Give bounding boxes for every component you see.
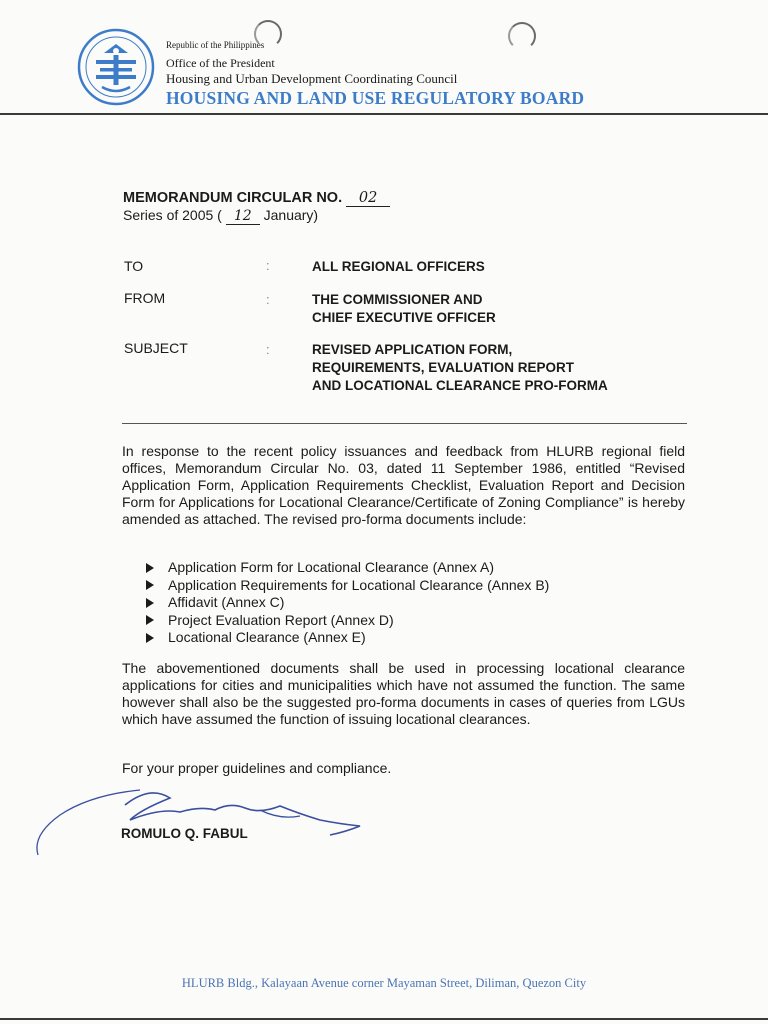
annex-item-label: Affidavit (Annex C) (168, 594, 285, 610)
signatory-name: ROMULO Q. FABUL (121, 826, 248, 841)
letterhead-council: Housing and Urban Development Coordinating Council (166, 71, 458, 86)
subject-colon: : (266, 342, 270, 357)
hlurb-seal-logo (76, 27, 156, 107)
routing-divider (122, 423, 687, 424)
arrow-bullet-icon (146, 615, 154, 625)
punch-hole-right (508, 22, 536, 50)
memo-series-line (123, 207, 318, 225)
annex-item (146, 577, 549, 595)
annex-item-label: Application Form for Locational Clearance (Annex A) (168, 559, 495, 575)
memo-number: 02 (346, 190, 390, 207)
letterhead-republic: Republic of the Philippines (166, 40, 265, 50)
letterhead-office: Office of the President (166, 56, 275, 70)
to-colon: : (266, 258, 270, 273)
annex-item-label: Project Evaluation Report (Annex D) (168, 611, 394, 628)
footer-divider (0, 1018, 768, 1020)
series-prefix: Series of 2005 ( (123, 207, 222, 223)
annex-item-label: Locational Clearance (Annex E) (168, 629, 366, 645)
arrow-bullet-icon (146, 598, 154, 608)
arrow-bullet-icon (146, 563, 154, 573)
annex-item (146, 594, 549, 612)
body-paragraph-1: In response to the recent policy issuances and feedback from HLURB regional field offices, Memorandum Circular No. 03, dated 11 September 1986, entitled “Revised Application Form, Application Requirements Checklist, Evaluation Report and Decision Form for Applications for Locational Clearance/Certificate of Zoning Compliance” is hereby amended as attached. The revised pro-forma documents include: (122, 443, 685, 527)
from-colon: : (266, 292, 270, 307)
to-value: ALL REGIONAL OFFICERS (312, 259, 485, 274)
annex-list (146, 559, 549, 647)
subject-label: SUBJECT (124, 340, 188, 356)
footer-address: HLURB Bldg., Kalayaan Avenue corner Mayaman Street, Diliman, Quezon City (181, 976, 587, 990)
series-suffix: January) (263, 207, 319, 223)
from-label: FROM (124, 290, 166, 306)
memo-title-line (123, 190, 390, 207)
annex-item (146, 629, 549, 647)
handwritten-signature (30, 780, 390, 860)
annex-item (146, 559, 549, 577)
to-label: TO (124, 258, 144, 274)
arrow-bullet-icon (146, 580, 154, 590)
subject-value: REVISED APPLICATION FORM, REQUIREMENTS, EVALUATION REPORT AND LOCATIONAL CLEARANCE PRO-FORMA (312, 342, 608, 393)
from-value: THE COMMISSIONER AND CHIEF EXECUTIVE OFFICER (312, 292, 496, 325)
annex-item-label: Application Requirements for Locational Clearance (Annex B) (168, 576, 550, 593)
annex-item (146, 612, 549, 630)
memo-title: MEMORANDUM CIRCULAR NO. (123, 190, 343, 206)
series-day: 12 (226, 208, 260, 225)
body-paragraph-2: The abovementioned documents shall be used in processing locational clearance applications for cities and municipalities which have not assumed the function. The same however shall also be the suggested pro-forma documents in cases of queries from LGUs which have assumed the function of issuing locational clearances. (122, 660, 685, 727)
letterhead-board-name: HOUSING AND LAND USE REGULATORY BOARD (166, 88, 585, 108)
arrow-bullet-icon (146, 633, 154, 643)
letterhead-divider (0, 113, 768, 115)
closing-line: For your proper guidelines and compliance. (122, 760, 392, 776)
